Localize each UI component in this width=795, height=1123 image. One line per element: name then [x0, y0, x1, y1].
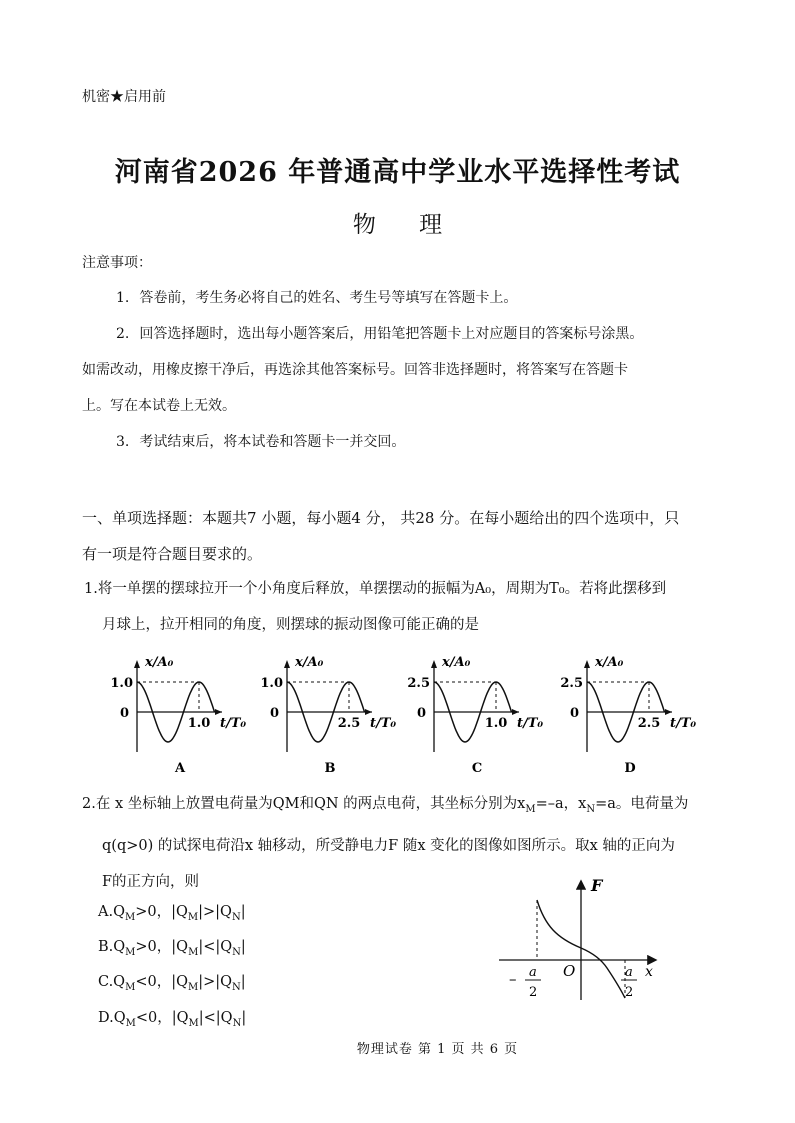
option-b-mid2: |<|Q — [198, 939, 233, 955]
graph-a — [110, 655, 246, 776]
graph-c — [407, 655, 543, 776]
option-d-prefix: D.Q — [98, 1010, 126, 1026]
option-d-sub3: N — [232, 1017, 242, 1029]
force-graph-left-den: 2 — [529, 985, 538, 1000]
graph-period-label: 1.0 — [484, 716, 508, 731]
question-1 — [84, 571, 724, 643]
notice-item-1 — [82, 280, 714, 316]
graph-d — [560, 655, 696, 776]
graph-amp-label: 1.0 — [260, 676, 283, 691]
force-graph-right-num: a — [625, 965, 633, 980]
graph-period-label: 2.5 — [337, 716, 361, 731]
graph-y-label: x/A₀ — [595, 655, 624, 670]
question-2-line3: F的正方向，则 — [102, 873, 200, 890]
option-b-sub1: M — [125, 946, 136, 958]
graph-x-arrow — [665, 709, 672, 715]
graph-amp-label: 2.5 — [560, 676, 583, 691]
notice-item-1-text: 答卷前，考生务必将自己的姓名、考生号等填写在答题卡上。 — [139, 290, 518, 306]
notice-item-2-line2: 如需改动，用橡皮擦干净后，再选涂其他答案标号。回答非选择题时，将答案写在答题卡 — [82, 362, 628, 378]
option-a-sub2: M — [187, 911, 199, 923]
question-2-line1-c: =–a，x — [535, 796, 587, 812]
option-a-mid: >0，|Q — [135, 904, 188, 920]
graph-amp-label: 1.0 — [110, 676, 133, 691]
option-c-sub3: N — [232, 981, 241, 993]
option-b-prefix: B.Q — [98, 939, 126, 955]
notice-item-3 — [82, 424, 714, 460]
graph-x-label: t/T₀ — [220, 716, 247, 731]
notice-item-2-line3: 上。写在本试卷上无效。 — [82, 398, 236, 414]
notice-item-2-line1: 回答选择题时，选出每小题答案后，用铅笔把答题卡上对应题目的答案标号涂黑。 — [139, 326, 644, 342]
graph-period-label: 2.5 — [637, 716, 661, 731]
page-footer: 物理试卷 第 1 页 共 6 页 — [356, 1042, 519, 1057]
graph-y-arrow — [134, 660, 140, 668]
option-a-sub3: N — [231, 911, 241, 923]
option-c-sub1: M — [125, 981, 136, 993]
graph-zero-label: 0 — [569, 706, 579, 721]
question-1-line1: 1.将一单摆的摆球拉开一个小角度后释放，单摆摆动的振幅为A₀，周期为T₀。若将此摆移到 — [84, 581, 667, 597]
graph-option-label[interactable]: B — [324, 761, 336, 776]
graph-y-label: x/A₀ — [442, 655, 471, 670]
graph-option-label[interactable]: C — [471, 761, 483, 776]
graph-x-label: t/T₀ — [670, 716, 697, 731]
option-c-prefix: C.Q — [98, 974, 126, 990]
option-b-sub3: N — [232, 946, 241, 958]
option-b[interactable] — [98, 935, 246, 958]
force-graph-y-label: F — [591, 876, 603, 895]
option-c-end: | — [240, 974, 246, 990]
force-graph-left-num: a — [529, 965, 537, 980]
subject-title: 物 理 — [352, 212, 461, 238]
force-graph-left-sign: – — [509, 970, 517, 988]
graph-y-label: x/A₀ — [145, 655, 174, 670]
graph-period-label: 1.0 — [187, 716, 211, 731]
notice-item-3-text: 考试结束后，将本试卷和答题卡一并交回。 — [139, 434, 406, 450]
option-a[interactable] — [98, 900, 246, 923]
graph-y-label: x/A₀ — [295, 655, 324, 670]
confidential-label: 机密★启用前 — [82, 89, 166, 105]
question-2-line1 — [82, 786, 727, 828]
graph-x-arrow — [512, 709, 519, 715]
notice-heading: 注意事项： — [82, 255, 152, 271]
option-d[interactable] — [98, 1006, 246, 1029]
force-graph-x-label: x — [645, 964, 653, 980]
graph-b — [260, 655, 396, 776]
option-c-sub2: M — [187, 981, 199, 993]
graph-option-label[interactable]: D — [624, 761, 636, 776]
graph-zero-label: 0 — [269, 706, 279, 721]
question-2-line1-d: =a。电荷量为 — [595, 796, 689, 812]
option-b-end: | — [240, 939, 246, 955]
question-1-line2: 月球上，拉开相同的角度，则摆球的振动图像可能正确的是 — [102, 617, 479, 633]
option-a-sub1: M — [124, 911, 136, 923]
graph-zero-label: 0 — [416, 706, 426, 721]
graph-y-arrow — [584, 660, 590, 668]
question-1-graphs — [100, 648, 720, 778]
section-1-line1: 一、单项选择题：本题共7 小题，每小题4 分， 共28 分。在每小题给出的四个选项中，只 — [82, 509, 680, 527]
option-d-mid2: |<|Q — [198, 1010, 233, 1026]
question-2-sub-n: N — [586, 803, 596, 815]
section-1-line2: 有一项是符合题目要求的。 — [82, 545, 263, 563]
question-2-sub-m: M — [525, 803, 536, 815]
notice-item-2-num: 2. — [116, 326, 130, 342]
option-d-mid: <0，|Q — [135, 1010, 189, 1026]
graph-x-label: t/T₀ — [517, 716, 544, 731]
exam-title: 河南省2026 年普通高中学业水平选择性考试 — [114, 157, 681, 188]
option-d-end: | — [241, 1010, 247, 1026]
option-a-end: | — [240, 904, 246, 920]
graph-option-label[interactable]: A — [174, 761, 186, 776]
question-2-line1-b: x — [517, 796, 526, 812]
force-graph-origin: O — [563, 962, 576, 980]
option-b-sub2: M — [188, 946, 199, 958]
option-a-prefix: A.Q — [98, 904, 125, 920]
notice-item-1-num: 1. — [116, 290, 130, 306]
force-graph-right-den: 2 — [625, 985, 634, 1000]
option-a-mid2: |>|Q — [198, 904, 232, 920]
option-d-sub1: M — [125, 1017, 136, 1029]
graph-amp-label: 2.5 — [407, 676, 430, 691]
option-c[interactable] — [98, 970, 246, 993]
section-1-instructions — [82, 500, 716, 572]
option-d-sub2: M — [188, 1017, 199, 1029]
graph-x-arrow — [365, 709, 372, 715]
question-2-line1-a: 2.在 x 坐标轴上放置电荷量为QM和QN 的两点电荷，其坐标分别为 — [82, 796, 518, 812]
notice-item-2 — [82, 316, 714, 424]
question-2-line2: q(q>0) 的试探电荷沿x 轴移动，所受静电力F 随x 变化的图像如图所示。取x 轴的正向为 — [102, 837, 675, 854]
option-c-mid: <0，|Q — [135, 974, 188, 990]
graph-x-label: t/T₀ — [370, 716, 397, 731]
graph-y-arrow — [431, 660, 437, 668]
notice-item-3-num: 3. — [116, 434, 130, 450]
graph-y-arrow — [284, 660, 290, 668]
force-graph — [495, 876, 665, 1006]
option-b-mid: >0，|Q — [135, 939, 189, 955]
graph-x-arrow — [215, 709, 222, 715]
option-c-mid2: |>|Q — [198, 974, 233, 990]
graph-zero-label: 0 — [119, 706, 129, 721]
